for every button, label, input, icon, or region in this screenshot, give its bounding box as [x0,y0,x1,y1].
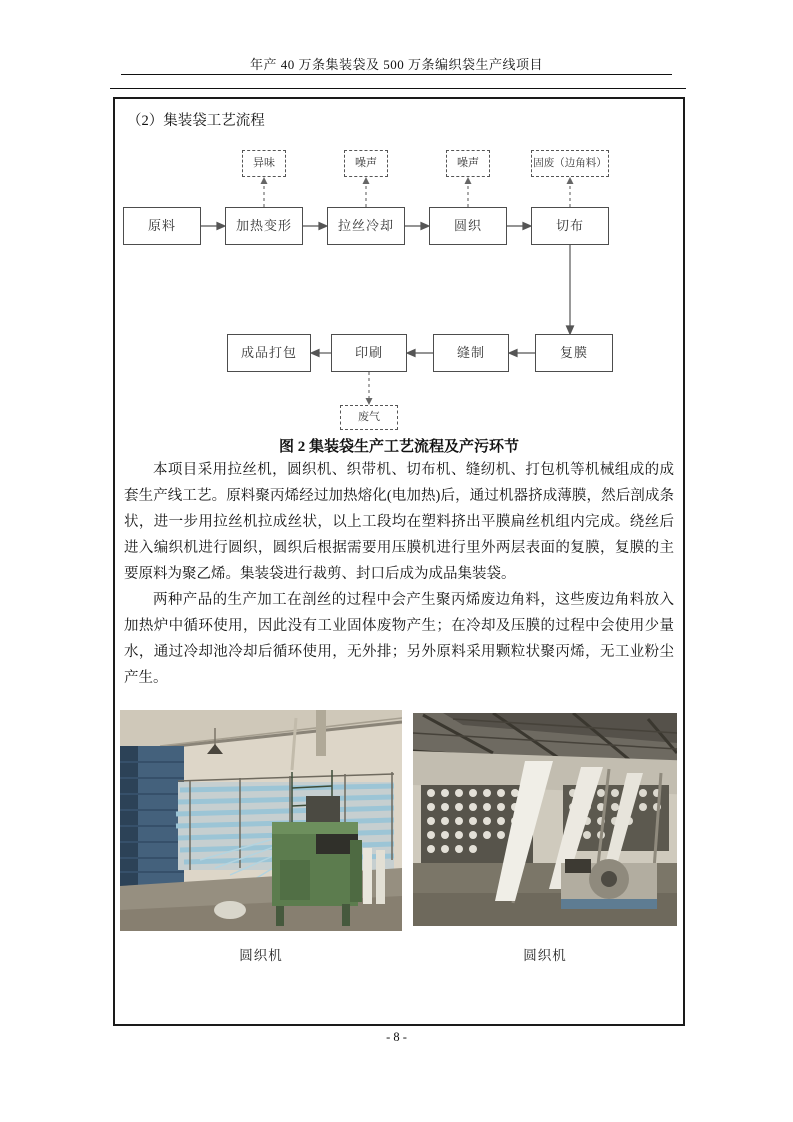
emission-box-waste-gas: 废气 [340,405,398,430]
flowchart-arrows [115,142,683,442]
emission-box-noise-2: 噪声 [446,150,490,177]
process-box-circular-weave: 圆织 [429,207,507,245]
header-rule-top [121,74,672,75]
figure-caption: 图 2 集装袋生产工艺流程及产污环节 [278,439,519,455]
emission-box-noise-1: 噪声 [344,150,388,177]
process-box-cloth-cutting: 切布 [531,207,609,245]
photo-left-illustration [120,710,402,931]
process-box-sewing: 缝制 [433,334,509,372]
process-box-draw-cooling: 拉丝冷却 [327,207,405,245]
process-flowchart [115,142,683,442]
photo-caption-left: 圆织机 [239,948,283,963]
header-rule-bottom [110,88,686,89]
photo-circular-loom-left [120,710,402,931]
body-text [115,457,683,691]
page-number: - 8 - [386,1030,407,1044]
emission-box-odor: 异味 [242,150,286,177]
section-heading: （2）集装袋工艺流程 [127,113,265,129]
photo-circular-loom-right [413,713,677,926]
process-box-raw-material: 原料 [123,207,201,245]
process-box-packing: 成品打包 [227,334,311,372]
photo-right-illustration [413,713,677,926]
page-header-title: 年产 40 万条集装袋及 500 万条编织袋生产线项目 [249,57,543,72]
process-box-heat-deform: 加热变形 [225,207,303,245]
process-box-printing: 印刷 [331,334,407,372]
process-box-laminating: 复膜 [535,334,613,372]
content-border-box [113,97,685,1026]
emission-box-solid-waste: 固废（边角料） [531,150,609,177]
photo-caption-right: 圆织机 [523,948,567,963]
paragraph-2: 两种产品的生产加工在剖丝的过程中会产生聚丙烯废边角料，这些废边角料放入加热炉中循环使用，因此没有工业固体废物产生；在冷却及压膜的过程中会使用少量水，通过冷却池冷却后循环使用，无外排；另外原料采用颗粒状聚丙烯，无工业粉尘产生。 [124,592,674,686]
paragraph-1: 本项目采用拉丝机，圆织机、织带机、切布机、缝纫机、打包机等机械组成的成套生产线工艺。原料聚丙烯经过加热熔化(电加热)后，通过机器挤成薄膜，然后剖成条状，进一步用拉丝机拉成丝状，以上工段均在塑料挤出平膜扁丝机组内完成。绕丝后进入编织机进行圆织，圆织后根据需要用压膜机进行里外两层表面的复膜，复膜的主要原料为聚乙烯。集装袋进行裁剪、封口后成为成品集装袋。 [124,462,674,582]
